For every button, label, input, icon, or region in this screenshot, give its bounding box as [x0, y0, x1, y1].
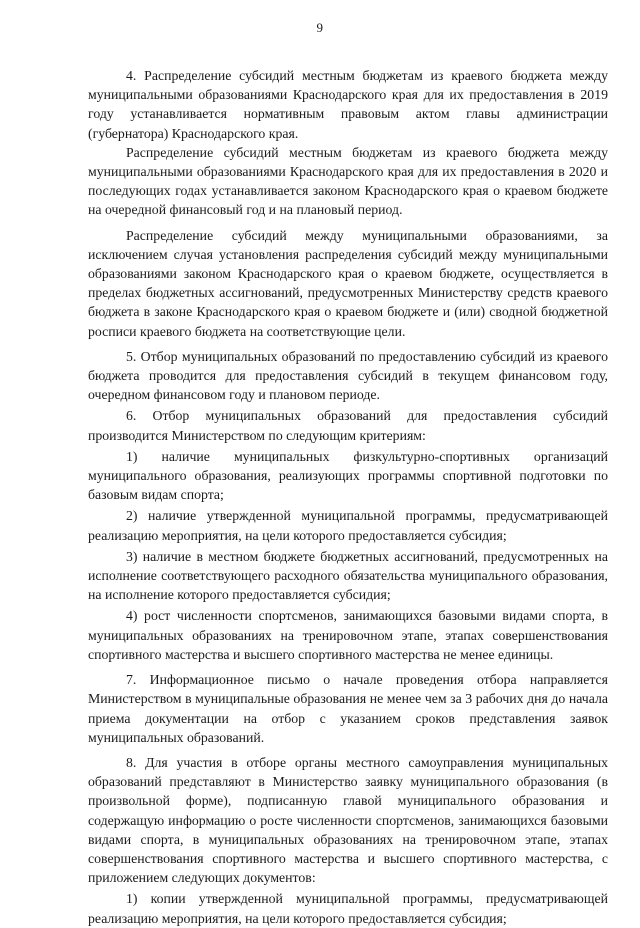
paragraph-distribution-2020: Распределение субсидий местным бюджетам из краевого бюджета между муниципальными образованиями Краснодарского края для их предоставления в 2020 и последующих годах устанавливается законом Краснодарского края о краевом бюджете на очередной финансовый год и на плановый период. — [88, 144, 608, 218]
paragraph-distribution-between: Распределение субсидий между муниципальными образованиями, за исключением случая установления распределения субсидий между муниципальными образованиями законом Краснодарского края о краевом бюджете, осуществляется в пределах бюджетных ассигнований, предусмотренных Министерству средств краевого бюджета в законе Краснодарского края о краевом бюджете и (или) сводной бюджетной росписи краевого бюджета на соответствующие цели. — [88, 227, 608, 339]
paragraph-6: 6. Отбор муниципальных образований для предоставления субсидий производится Министерством по следующим критериям: — [88, 408, 608, 443]
page-number: 9 — [316, 20, 324, 35]
criterion-1: 1) наличие муниципальных физкультурно-спортивных организаций муниципального образования, реализующих программы спортивной подготовки по базовым видам спорта; — [88, 448, 608, 503]
paragraph-7: 7. Информационное письмо о начале проведения отбора направляется Министерством в муниципальные образования не менее чем за 3 рабочих дня до начала приема документации на отбор с указанием сроков представления заявок муниципальных образований. — [88, 672, 608, 745]
paragraph-8: 8. Для участия в отборе органы местного самоуправления муниципальных образований представляют в Министерство заявку муниципального образования (в произвольной форме), подписанную главой муниципального образования и содержащую информацию о росте численности спортсменов, занимающихся базовыми видами спорта, в муниципальных образованиях на тренировочном этапе, этапах совершенствования спортивного мастерства и высшего спортивного мастерства, с приложением следующих документов: — [88, 754, 608, 886]
document-item-1: 1) копии утвержденной муниципальной программы, предусматривающей реализацию мероприятия, на цели которого предоставляется субсидия; — [88, 891, 608, 926]
criterion-3: 3) наличие в местном бюджете бюджетных ассигнований, предусмотренных на исполнение соответствующего расходного обязательства муниципального образования, на исполнение которого предоставляется субсидия; — [88, 548, 608, 603]
paragraph-4: 4. Распределение субсидий местным бюджетам из краевого бюджета между муниципальными образованиями Краснодарского края для их предоставления в 2019 году устанавливается нормативным правовым актом главы администрации (губернатора) Краснодарского края. — [88, 68, 608, 141]
document-body — [88, 66, 608, 928]
criterion-4: 4) рост численности спортсменов, занимающихся базовыми видами спорта, в муниципальных образованиях на тренировочном этапе, этапах совершенствования спортивного мастерства и высшего спортивного мастерства не менее единицы. — [88, 608, 608, 662]
criterion-2: 2) наличие утвержденной муниципальной программы, предусматривающей реализацию мероприятия, на цели которого предоставляется субсидия; — [88, 508, 608, 543]
paragraph-5: 5. Отбор муниципальных образований по предоставлению субсидий из краевого бюджета проводится для предоставления субсидий в текущем финансовом году, очередном финансовом году и плановом периоде. — [88, 348, 608, 403]
